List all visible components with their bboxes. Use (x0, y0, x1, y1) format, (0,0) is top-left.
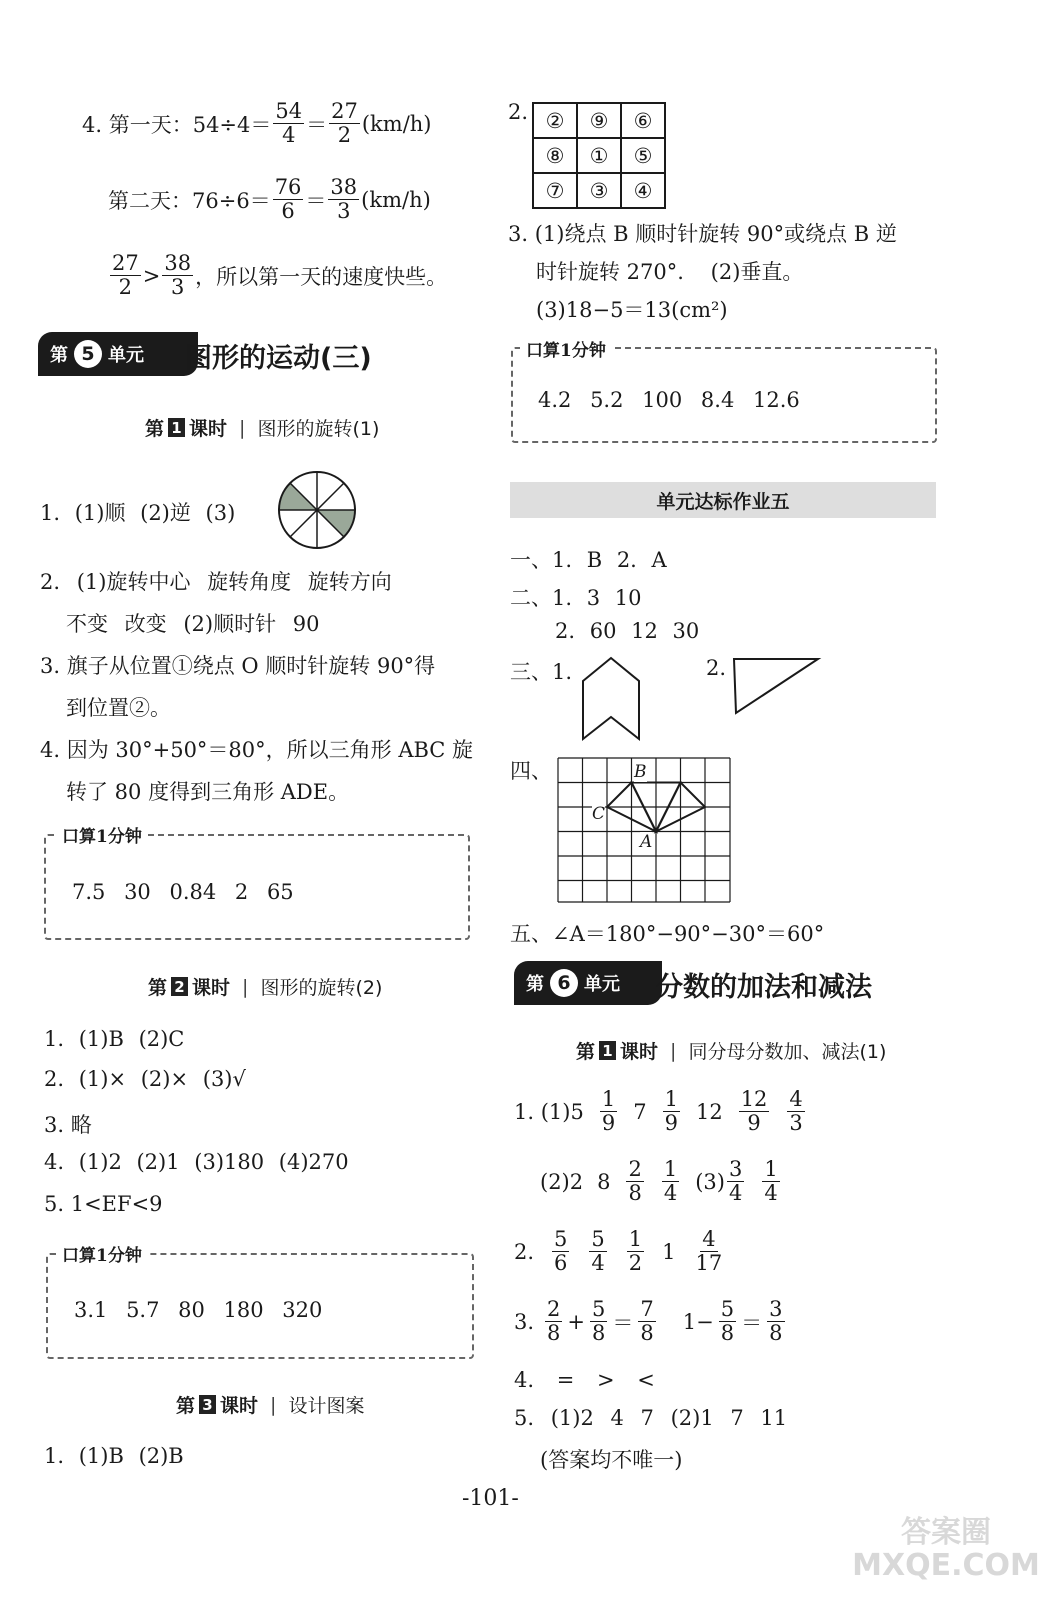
test-part-4-label: 四、 (510, 759, 552, 783)
l1-q3-line2: 到位置②。 (66, 696, 171, 720)
test-part-3-2-label: 2. (706, 656, 727, 680)
lesson-1-heading: 第 1 课时 | 同分母分数加、减法(1) (576, 1039, 887, 1063)
mental-math-label: 口算1分钟 (56, 822, 148, 847)
unit-text: (km/h) (361, 111, 432, 136)
unit-6-title: 分数的加法和减法 (656, 972, 872, 1003)
l2-q1: 1. (1)B (2)C (44, 1027, 185, 1051)
fraction: $\frac{38}{3}$ (330, 175, 358, 224)
r-q3-line1: 3. (1)绕点 B 顺时针旋转 90°或绕点 B 逆 (508, 222, 897, 246)
mental-math-answers: 4.2 5.2 100 8.4 12.6 (538, 388, 800, 412)
test-part-2-line2: 2. 60 12 30 (555, 619, 700, 643)
l2-q5: 5. 1<EF<9 (44, 1192, 163, 1216)
l1-q2-line2: 不变 改变 (2)顺时针 90 (66, 612, 320, 636)
q4-conclusion: $\frac{27}{2}$ > $\frac{38}{3}$ ，所以第一天的速度快些。 (112, 251, 448, 300)
frac-q5: 5. (1)2 4 7 (2)1 7 11 (514, 1406, 788, 1430)
q4-day1: 4. 第一天：54÷4＝ $\frac{54}{4}$ ＝ $\frac{27}{2}$ (km/h) (82, 99, 432, 148)
point-c-label: C (592, 804, 606, 824)
unit-5-title: 图形的运动(三) (185, 343, 372, 374)
r-q3-line2: 时针旋转 270°. (2)垂直。 (536, 260, 804, 284)
frac-q1-line2: (2)2 8 $\frac{2}{8}$ $\frac{1}{4}$ (3) $\frac{3}{4}$ $\frac{1}{4}$ (540, 1157, 778, 1206)
arrow-shape-figure (580, 655, 642, 743)
fraction: $\frac{27}{2}$ (112, 251, 139, 300)
l3-q1: 1. (1)B (2)B (44, 1444, 184, 1468)
unit-6-badge: 第 6 单元 (514, 961, 662, 1005)
test-part-2-line1: 二、1. 3 10 (510, 586, 642, 610)
point-a-label: A (640, 832, 653, 852)
lesson-1-heading: 第 1 课时 | 图形的旋转(1) (145, 416, 380, 440)
lesson-2-heading: 第 2 课时 | 图形的旋转(2) (148, 975, 383, 999)
pie-circle-diagram (277, 470, 357, 550)
point-b-label: B (634, 762, 647, 782)
fraction: $\frac{38}{3}$ (164, 251, 192, 300)
mental-math-answers: 7.5 30 0.84 2 65 (72, 880, 294, 904)
l2-q3: 3. 略 (44, 1113, 92, 1137)
frac-q4: 4. = > < (514, 1368, 655, 1392)
r-q2-label: 2. (508, 100, 529, 124)
l1-q1: 1. (1)顺 (2)逆 (3) (40, 501, 236, 525)
l1-q4-line2: 转了 80 度得到三角形 ADE。 (66, 780, 350, 804)
frac-q2: 2. $\frac{5}{6}$ $\frac{5}{4}$ $\frac{1}{2}$ 1 $\frac{4}{17}$ (514, 1227, 723, 1276)
unit-test-heading: 单元达标作业五 (510, 482, 936, 518)
unit-text: (km/h) (361, 187, 431, 212)
frac-q5-note: (答案均不唯一) (540, 1448, 683, 1472)
triangle-figure (730, 655, 822, 717)
watermark: 答案圈 MXQE.COM (852, 1515, 1040, 1583)
frac-q3: 3. $\frac{2}{8}$ + $\frac{5}{8}$ ＝ $\frac{7}{8}$ 1− $\frac{5}{8}$ ＝ $\frac{3}{8}$ (514, 1297, 783, 1346)
l1-q3-line1: 3. 旗子从位置①绕点 O 顺时针旋转 90°得 (40, 654, 436, 678)
l2-q2: 2. (1)× (2)× (3)√ (44, 1067, 246, 1091)
unit-number: 6 (550, 969, 578, 997)
mental-math-answers: 3.1 5.7 80 180 320 (74, 1298, 323, 1322)
q4-day2-label: 第二天：76÷6＝ (108, 188, 271, 213)
fraction: $\frac{76}{6}$ (274, 175, 302, 224)
q4-day2: 第二天：76÷6＝ $\frac{76}{6}$ ＝ $\frac{38}{3}$ (km/h) (108, 175, 431, 224)
l1-q2-line1: 2. (1)旋转中心 旋转角度 旋转方向 (40, 570, 392, 594)
fraction: $\frac{54}{4}$ (275, 99, 303, 148)
unit-5-badge: 第 5 单元 (38, 332, 198, 376)
lesson-3-heading: 第 3 课时 | 设计图案 (176, 1393, 365, 1417)
r-q3-line3: (3)18−5＝13(cm²) (536, 298, 728, 322)
test-part-3-label: 三、1. (510, 660, 573, 684)
q4-day1-label: 4. 第一天：54÷4＝ (82, 112, 272, 137)
conclusion-text: ，所以第一天的速度快些。 (195, 264, 448, 289)
test-part-1: 一、1. B 2. A (510, 548, 667, 572)
mental-math-label: 口算1分钟 (56, 1241, 148, 1266)
l2-q4: 4. (1)2 (2)1 (3)180 (4)270 (44, 1150, 349, 1174)
page-number: -101- (462, 1486, 519, 1511)
frac-q1-line1: 1. (1)5 $\frac{1}{9}$ 7 $\frac{1}{9}$ 12 $\frac{12}{9}$ $\frac{4}{3}$ (514, 1087, 803, 1136)
unit-number: 5 (74, 340, 102, 368)
mental-math-label: 口算1分钟 (520, 336, 612, 361)
l1-q4-line1: 4. 因为 30°+50°＝80°，所以三角形 ABC 旋 (40, 738, 474, 762)
fraction: $\frac{27}{2}$ (331, 99, 358, 148)
number-grid: ② ⑨ ⑥ ⑧ ① ⑤ ⑦ ③ ④ (532, 102, 666, 209)
test-part-5: 五、∠A＝180°−90°−30°＝60° (510, 922, 825, 946)
